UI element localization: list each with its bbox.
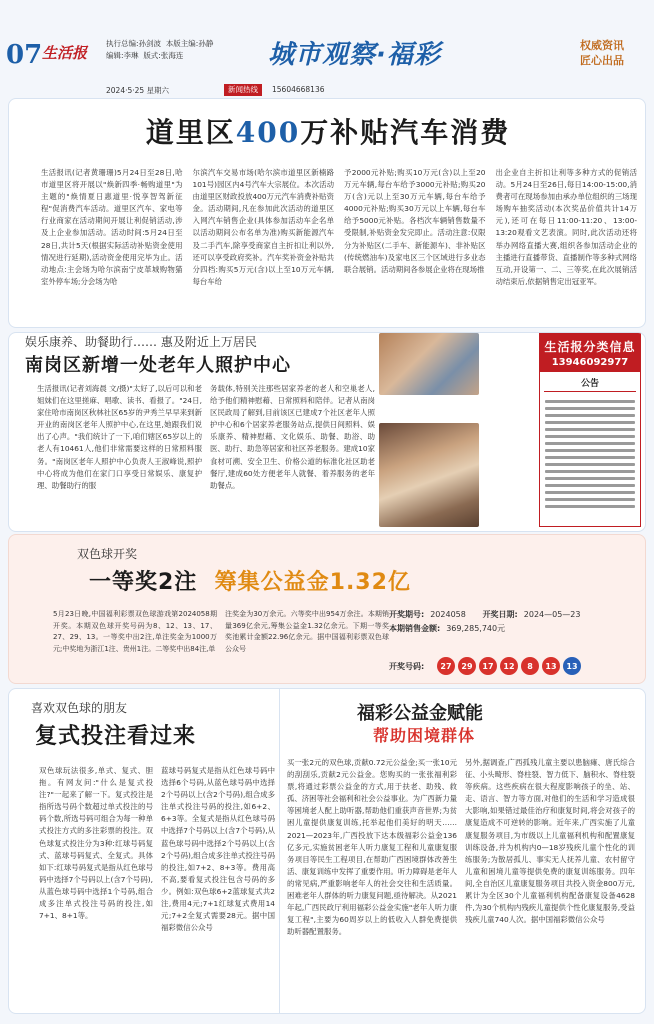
ad-notice: 公告 (544, 372, 636, 392)
article-column: 注奖金为30万余元。六等奖中出954万余注。本期销量369亿余元,筹集公益金1.32亿余元。下期一等奖奖池累计金额22.96亿余元。据中国福利彩票双色球公众号 (225, 610, 389, 653)
headline-part: 一等奖2注 (89, 570, 198, 595)
headline-car-subsidy (9, 111, 646, 151)
red-ball: 29 (458, 657, 476, 675)
red-ball: 17 (479, 657, 497, 675)
sales-row (389, 623, 637, 637)
classified-ad (539, 333, 641, 527)
article-elderly-care (8, 332, 646, 532)
slogan-line-1: 权威资讯 (580, 39, 624, 52)
draw-number-row (389, 609, 637, 623)
section-title: 城市观察·福彩 (268, 40, 441, 70)
article-column: 生活报讯(记者刘海晨 文/摄)"太好了,以后可以和老姐妹们在这里搓麻、唱歌、读书、看报了。"24日,家住哈市南岗区秋林社区65岁的尹秀兰早早来到新开业的南岗区老年人照护中心,在这里,她跟我们说出了心声。"我们统计了一下,咱们辖区65岁以上的老人有10461人,他们非常需要这样的日常照料服务。"南岗区老年人照护中心负责人王淑峰说,照护中心将成为他们在家门口享受日常娱乐、康复护理、助餐助行的服 (37, 384, 202, 490)
article-column: 务载体,特别关注那些居家养老的老人和空巢老人,给予他们精神慰藉、日常照料和陪伴。记者从南岗区民政局了解到,目前该区已建成7个社区老年人照护中心和6个居家养老服务站点,提供日间照料、娱乐康养、精神慰藉、文化娱乐、助餐、助浴、助医、助行、助急等居家和社区养老服务。建成10家食材可溯、安全卫生、价格公道的标准化社区助老餐厅,建成60处方便老年人就餐、着养服务的老年助餐点。 (210, 384, 375, 490)
headline-part: 万补贴汽车消费 (300, 116, 511, 149)
headline-lottery-draw (89, 565, 411, 596)
hotline-number: 15604668136 (272, 85, 325, 94)
article-column: 生活报讯(记者黄珊珊)5月24日至28日,哈市道里区将开展以"焕新四季·畅购道里"为主题的"焕情夏日惠道里·悦享智驾新征程"促消费汽车活动。道里区汽车、家电等行业商家在活动期间开展让利促销活动,涉及上企业参加活动。活动时间:5月24日至28日,共计5天(根据实际活动补贴资金使用情况进行延期),活动资金使用完毕为止。活动地点:主会场为哈尔滨南宁皮革城购物猫室外停车场;分会场为哈 (41, 168, 183, 286)
article-columns-left (39, 765, 275, 1005)
article-column: 买一张2元的双色球,贡献0.72元公益金;买一张10元的刮刮乐,贡献2元公益金。您购买的一张张福利彩票,将通过彩票公益金的方式,用于扶老、助残、救孤、济困等社会福利和社会公益事业。为广西新力量等困境老人配上助听器,帮助他们重获声音世界;为贫困儿童提供康复训练,托举起他们美好的明天……2021—2023年,广西投放下达本级福彩公益金136亿多元,实施贫困老年人听力康复工程和儿童康复服务项目等民生工程项目,在帮助广西困境群体改善生活、康复训练中发挥了重要作用。听力障碍是老年人的常见病,严重影响老年人的社会交往和生活质量。困难老年人群体的听力康复问题,亟待解决。从2021年起,广西民政厅利用福彩公益金实施"老年人听力康复工程",主要为60周岁以上的低收入人群免费提供助听器配置服务。 (287, 758, 457, 937)
photo-elderly-massage (379, 333, 479, 395)
executive-editor: 执行总编:孙剑波 (106, 39, 162, 48)
date-bar (0, 84, 654, 98)
headline-part: 道里区 (145, 116, 236, 149)
slogan-line-2: 匠心出品 (580, 54, 624, 67)
headline-number: 400 (235, 116, 301, 149)
red-ball: 12 (500, 657, 518, 675)
layout-editor: 版式:张海连 (143, 51, 184, 60)
article-car-subsidy (8, 98, 646, 328)
article-column: 尔滨汽车交易市场(哈尔滨市道里区新楠路101号)园区内4号汽车大宗展位。本次活动由道里区财政投放400万元汽车消费补贴资金。活动期间,凡在参加此次活动的道里区入网汽车销售企业(具体参加活动车企名单以活动期间公布名单为准)购买新能源汽车及二手汽车,除享受商家自主折扣让利以外,还可以享受政府奖补。汽车奖补资金补贴共分四档:购买5万元(含)以上至10万元车辆,每台车给 (192, 168, 334, 286)
headline-accent: 筹集公益金1.32亿 (214, 570, 411, 595)
photo-elderly-dining (379, 423, 479, 527)
label: 本期销售金额: (389, 624, 441, 633)
paper-name: 生活报 (42, 44, 88, 62)
issue-date: 2024·5·25 星期六 (106, 86, 170, 95)
article-columns-right (287, 757, 635, 1007)
article-column: 予2000元补贴;购买10万元(含)以上至20万元车辆,每台车给予3000元补贴;购买20万(含)元以上至30万元车辆,每台车给予4000元补贴;购买30万元以上车辆,每台车给予5000元补贴。各档次车辆销售数量不受限制,补贴资金发完即止。活动注意:仅限分为补贴区(二手车、新能源车)、非补贴区(传统燃油车)及家电区三个区域进行多业态联合展销。活动期间各参展企业将在现场推 (344, 168, 486, 274)
label: 开奖日期: (482, 610, 518, 619)
article-columns (53, 609, 389, 679)
editor-in-chief: 本版主编:孙静 (165, 39, 214, 48)
article-column: 蓝球号码复式是指从红色球号码中选择6个号码,从蓝色球号码中选择2个号码以上(含2个号码),组合成多注单式投注号码的投注,如6+2、6+3等。全复式是指从红色球号码中选择7个号码以上(含7个号码),从蓝色球号码中选择2个号码以上(含2个号码),组合成多注单式投注号码的投注,如7+2、8+3等。费用高不高,要看复式投注包含号码的多少。例如:双色球6+2蓝球复式共2注,费用4元;7+1红球复式费用14元;7+2全复式需要28元。据中国福彩微信公众号 (161, 766, 275, 933)
article-column: 双色球玩法很多,单式、复式、胆拖。有网友问:"什么是复式投注?"一起来了解一下。复式投注是指所选号码个数超过单式投注的号码个数,所选号码可组合为每一种单式投注方式的多注彩票的投注。双色球复式投注分为3种:红球号码复式、蓝球号码复式、全复式。具体如下:红球号码复式是指从红色球号码中选择7个号码以上(含7个号码),从蓝色球号码中选择1个号码,组合成多注单式投注号码的投注,如7+1、8+1等。 (39, 766, 153, 921)
article-lottery-draw (8, 534, 646, 684)
blue-ball: 13 (563, 657, 581, 675)
slogan (580, 38, 624, 68)
red-ball: 8 (521, 657, 539, 675)
hotline-tag: 新闻热线 (224, 84, 262, 96)
subheadline-public-welfare: 帮助困境群体 (373, 726, 476, 745)
headline-elderly-care: 南岗区新增一处老年人照护中心 (25, 355, 291, 376)
article-lottery-public-welfare (8, 688, 646, 1014)
article-column: 另外,据调查,广西孤残儿童主要以患脑瘫、唐氏综合征、小头畸形、脊柱裂、智力低下、脑积水、脊柱裂等疾病。这些疾病在很大程度影响孩子的坐、站、走、语言、智力等方面,对他们的生活和学习造成很大影响,如果错过最佳治疗和康复时间,将会对孩子的康复造成不可逆转的影响。近年来,广西实施了儿童康复服务项目,为市级以上儿童福利机构和配置康复训练设备,并为机构内0—18岁残疾儿童个性化的训练服务;为散居孤儿、事实无人抚养儿童、农村留守儿童和困境儿童等提供免费的康复训练服务。四年间,全自治区儿童康复服务项目共投入资金800万元,累计为全区30个儿童福利机构配备康复设备4628件,为30个机构内残疾儿童提供个性化康复服务,受益残疾儿童740人次。据中国福彩微信公众号 (465, 758, 635, 925)
kicker: 喜欢双色球的朋友 (31, 701, 128, 715)
article-column: 出企业自主折扣让利等多种方式的促销活动。5月24日至26日,每日14:00-15:00,消费者可在现场参加由承办单位组织的三场现场购车抽奖活动(本次奖品价值共计14万元),还可在每日11:00-11:20、13:00-13:20观看文艺表演。同时,此次活动还将举办网络直播大赛,组织各参加活动企业的主播进行直播带货、直播制作等多种式网络互动,开设第一、二、三等奖,在此次展销活动结束后,依据销售定出冠亚军。 (495, 168, 637, 286)
headline-compound-bet: 复式投注看过来 (35, 724, 197, 749)
kicker: 娱乐康养、助餐助行…… 惠及附近上万居民 (25, 335, 257, 349)
article-column: 5月23日晚,中国福利彩票双色球游戏第2024058期开奖。本期双色球开奖号码为8、12、13、17、27、29、13。一等奖中出2注,单注奖金为1000万元;中奖地为浙江1注、贵州1注。二等奖中出84注,单 (53, 610, 217, 653)
kicker: 双色球开奖 (77, 547, 138, 561)
ad-body (540, 392, 640, 516)
article-columns (37, 383, 375, 527)
masthead (0, 0, 654, 82)
editor: 编辑:李琳 (106, 51, 139, 60)
sales-amount: 369,285,740元 (446, 624, 506, 633)
editor-credits (106, 38, 213, 62)
column-divider (279, 689, 280, 1014)
label: 开奖期号: (389, 610, 425, 619)
red-ball: 27 (437, 657, 455, 675)
ad-title: 生活报分类信息 (540, 334, 640, 357)
red-ball: 13 (542, 657, 560, 675)
winning-numbers (437, 657, 581, 675)
article-columns (41, 167, 637, 319)
headline-public-welfare: 福彩公益金赋能 (357, 703, 483, 724)
numbers-label: 开奖号码: (389, 662, 425, 671)
ad-phone: 13946092977 (540, 357, 640, 372)
draw-results (389, 609, 637, 679)
page-number: 07 (6, 40, 43, 70)
draw-number: 2024058 (430, 610, 466, 619)
draw-date: 2024—05—23 (523, 610, 581, 619)
